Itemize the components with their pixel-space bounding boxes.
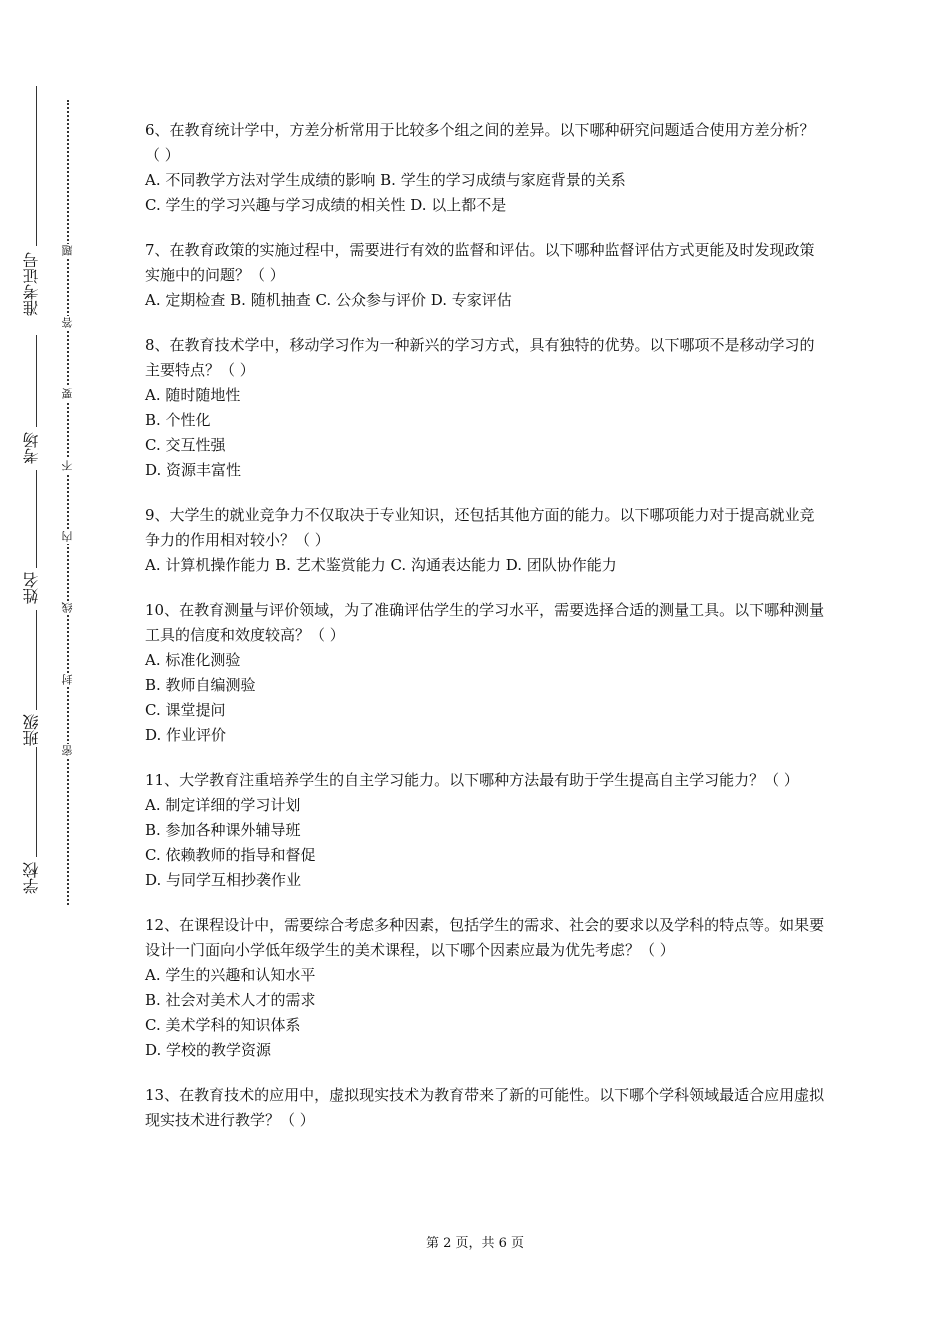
question-stem: 9、大学生的就业竞争力不仅取决于专业知识，还包括其他方面的能力。以下哪项能力对于提高就业竞争力的作用相对较小？（ ）: [145, 506, 815, 549]
question-option: A. 制定详细的学习计划: [145, 796, 301, 814]
seal-char: 封: [61, 674, 74, 686]
exam-room-blank: [36, 335, 37, 427]
page-number: 第 2 页，共 6 页: [425, 1236, 525, 1251]
question-list: [145, 118, 825, 1153]
exam-number-blank: [36, 86, 37, 246]
seal-dotted-line: [67, 100, 69, 905]
seal-char: 线: [61, 602, 74, 614]
question-stem: 10、在教育测量与评价领域，为了准确评估学生的学习水平，需要选择合适的测量工具。以下哪种测量工具的信度和效度较高？（ ）: [145, 601, 825, 644]
question-11: [145, 768, 825, 893]
seal-char: 内: [61, 531, 74, 543]
name-label: 姓名: [22, 572, 41, 604]
question-option: C. 学生的学习兴趣与学习成绩的相关性 D. 以上都不是: [145, 196, 507, 214]
question-option: C. 交互性强: [145, 436, 226, 454]
question-option: C. 美术学科的知识体系: [145, 1016, 301, 1034]
question-stem: 6、在教育统计学中，方差分析常用于比较多个组之间的差异。以下哪种研究问题适合使用方差分析？（ ）: [145, 121, 815, 164]
exam-number-label: 准考证号: [22, 252, 41, 316]
question-option: A. 定期检查 B. 随机抽查 C. 公众参与评价 D. 专家评估: [145, 291, 512, 309]
question-option: D. 学校的教学资源: [145, 1041, 272, 1059]
seal-char: 密: [61, 745, 74, 757]
question-option: B. 参加各种课外辅导班: [145, 821, 301, 839]
question-option: B. 个性化: [145, 411, 211, 429]
question-option: A. 标准化测验: [145, 651, 241, 669]
question-option: A. 不同教学方法对学生成绩的影响 B. 学生的学习成绩与家庭背景的关系: [145, 171, 626, 189]
question-stem: 11、大学教育注重培养学生的自主学习能力。以下哪种方法最有助于学生提高自主学习能力？（ ）: [145, 771, 799, 789]
seal-char: 要: [61, 388, 74, 400]
question-option: D. 作业评价: [145, 726, 227, 744]
question-6: [145, 118, 825, 218]
seal-char: 题: [61, 245, 74, 257]
seal-char: 答: [61, 317, 74, 329]
question-option: B. 教师自编测验: [145, 676, 256, 694]
question-stem: 8、在教育技术学中，移动学习作为一种新兴的学习方式，具有独特的优势。以下哪项不是移动学习的主要特点？（ ）: [145, 336, 815, 379]
question-stem: 12、在课程设计中，需要综合考虑多种因素，包括学生的需求、社会的要求以及学科的特点等。如果要设计一门面向小学低年级学生的美术课程，以下哪个因素应最为优先考虑？（ ）: [145, 916, 825, 959]
question-stem: 13、在教育技术的应用中，虚拟现实技术为教育带来了新的可能性。以下哪个学科领域最适合应用虚拟现实技术进行教学？（ ）: [145, 1086, 825, 1129]
question-7: [145, 238, 825, 313]
school-label: 学校: [22, 862, 41, 894]
question-12: [145, 913, 825, 1063]
question-stem: 7、在教育政策的实施过程中，需要进行有效的监督和评估。以下哪种监督评估方式更能及时发现政策实施中的问题？（ ）: [145, 241, 815, 284]
class-blank: [36, 610, 37, 710]
question-option: A. 随时随地性: [145, 386, 241, 404]
question-option: A. 计算机操作能力 B. 艺术鉴赏能力 C. 沟通表达能力 D. 团队协作能力: [145, 556, 617, 574]
seal-char: 不: [61, 460, 74, 472]
class-label: 班级: [22, 714, 41, 746]
question-option: D. 资源丰富性: [145, 461, 242, 479]
question-option: D. 与同学互相抄袭作业: [145, 871, 302, 889]
question-option: A. 学生的兴趣和认知水平: [145, 966, 316, 984]
question-13: [145, 1083, 825, 1133]
question-option: B. 社会对美术人才的需求: [145, 991, 316, 1009]
question-option: C. 依赖教师的指导和督促: [145, 846, 316, 864]
question-9: [145, 503, 825, 578]
name-blank: [36, 470, 37, 568]
question-8: [145, 333, 825, 483]
question-option: C. 课堂提问: [145, 701, 226, 719]
exam-room-label: 考场: [22, 432, 41, 464]
question-10: [145, 598, 825, 748]
school-blank: [36, 747, 37, 857]
